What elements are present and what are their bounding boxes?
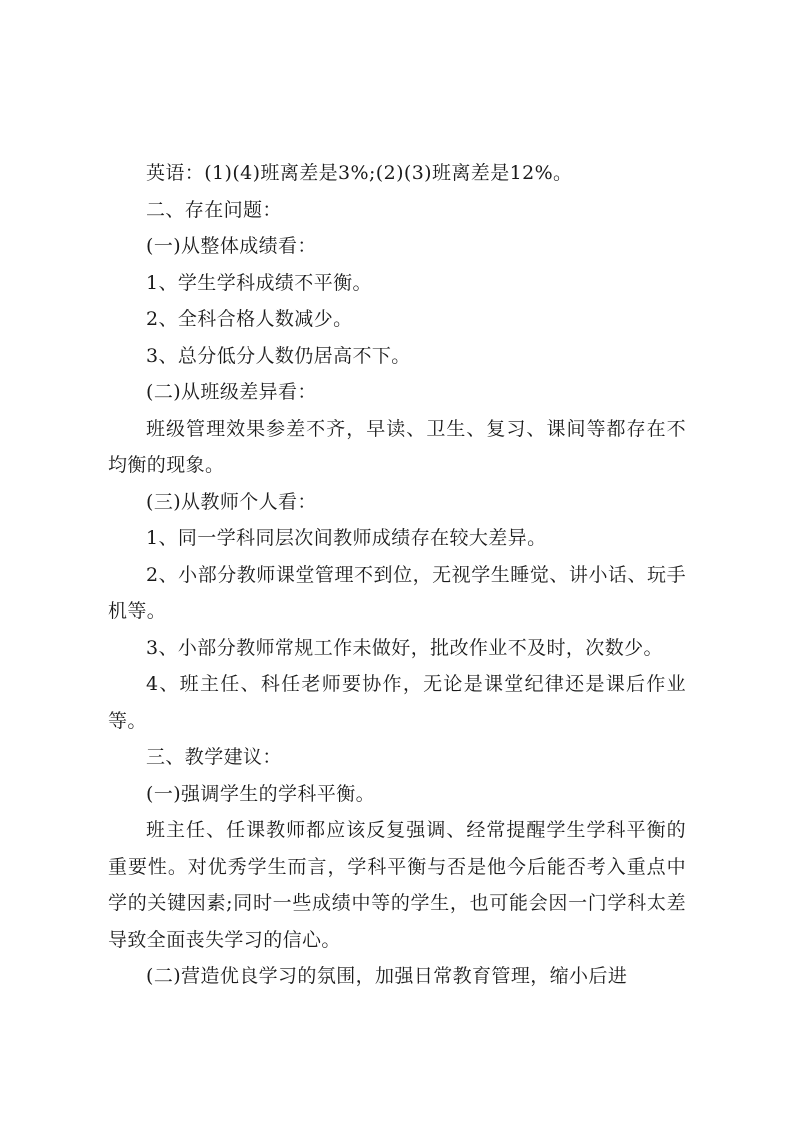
list-item: 3、总分低分人数仍居高不下。 [146, 344, 411, 367]
section-heading-problems: 二、存在问题： [146, 198, 282, 221]
list-item: 1、学生学科成绩不平衡。 [146, 271, 372, 294]
list-item: 2、全科合格人数减少。 [146, 308, 353, 330]
document-body [108, 155, 686, 995]
list-item: 3、小部分教师常规工作未做好，批改作业不及时，次数少。 [146, 636, 663, 659]
subheading-overall-scores: (一)从整体成绩看： [146, 235, 317, 257]
subheading-learning-atmosphere: (二)营造优良学习的氛围，加强日常教育管理，缩小后进 [146, 965, 628, 987]
subheading-class-differences: (二)从班级差异看： [146, 381, 317, 403]
list-item: 4、班主任、科任老师要协作，无论是课堂纪律还是课后作业等。 [108, 673, 686, 732]
paragraph-class-management: 班级管理效果参差不齐，早读、卫生、复习、课间等都存在不均衡的现象。 [108, 417, 686, 476]
section-heading-suggestions: 三、教学建议： [146, 746, 282, 768]
list-item: 1、同一学科同层次间教师成绩存在较大差异。 [146, 527, 547, 549]
subheading-teacher-individual: (三)从教师个人看： [146, 490, 317, 513]
subheading-subject-balance: (一)强调学生的学科平衡。 [146, 782, 376, 805]
paragraph-subject-balance: 班主任、任课教师都应该反复强调、经常提醒学生学科平衡的重要性。对优秀学生而言，学科平衡与否是他今后能否考入重点中学的关键因素;同时一些成绩中等的学生，也可能会因一门学科太差导致全面丧失学习的信心。 [108, 819, 686, 951]
list-item: 2、小部分教师课堂管理不到位，无视学生睡觉、讲小话、玩手机等。 [108, 563, 686, 622]
paragraph-english-deviation: 英语：(1)(4)班离差是3%;(2)(3)班离差是12%。 [146, 162, 573, 184]
